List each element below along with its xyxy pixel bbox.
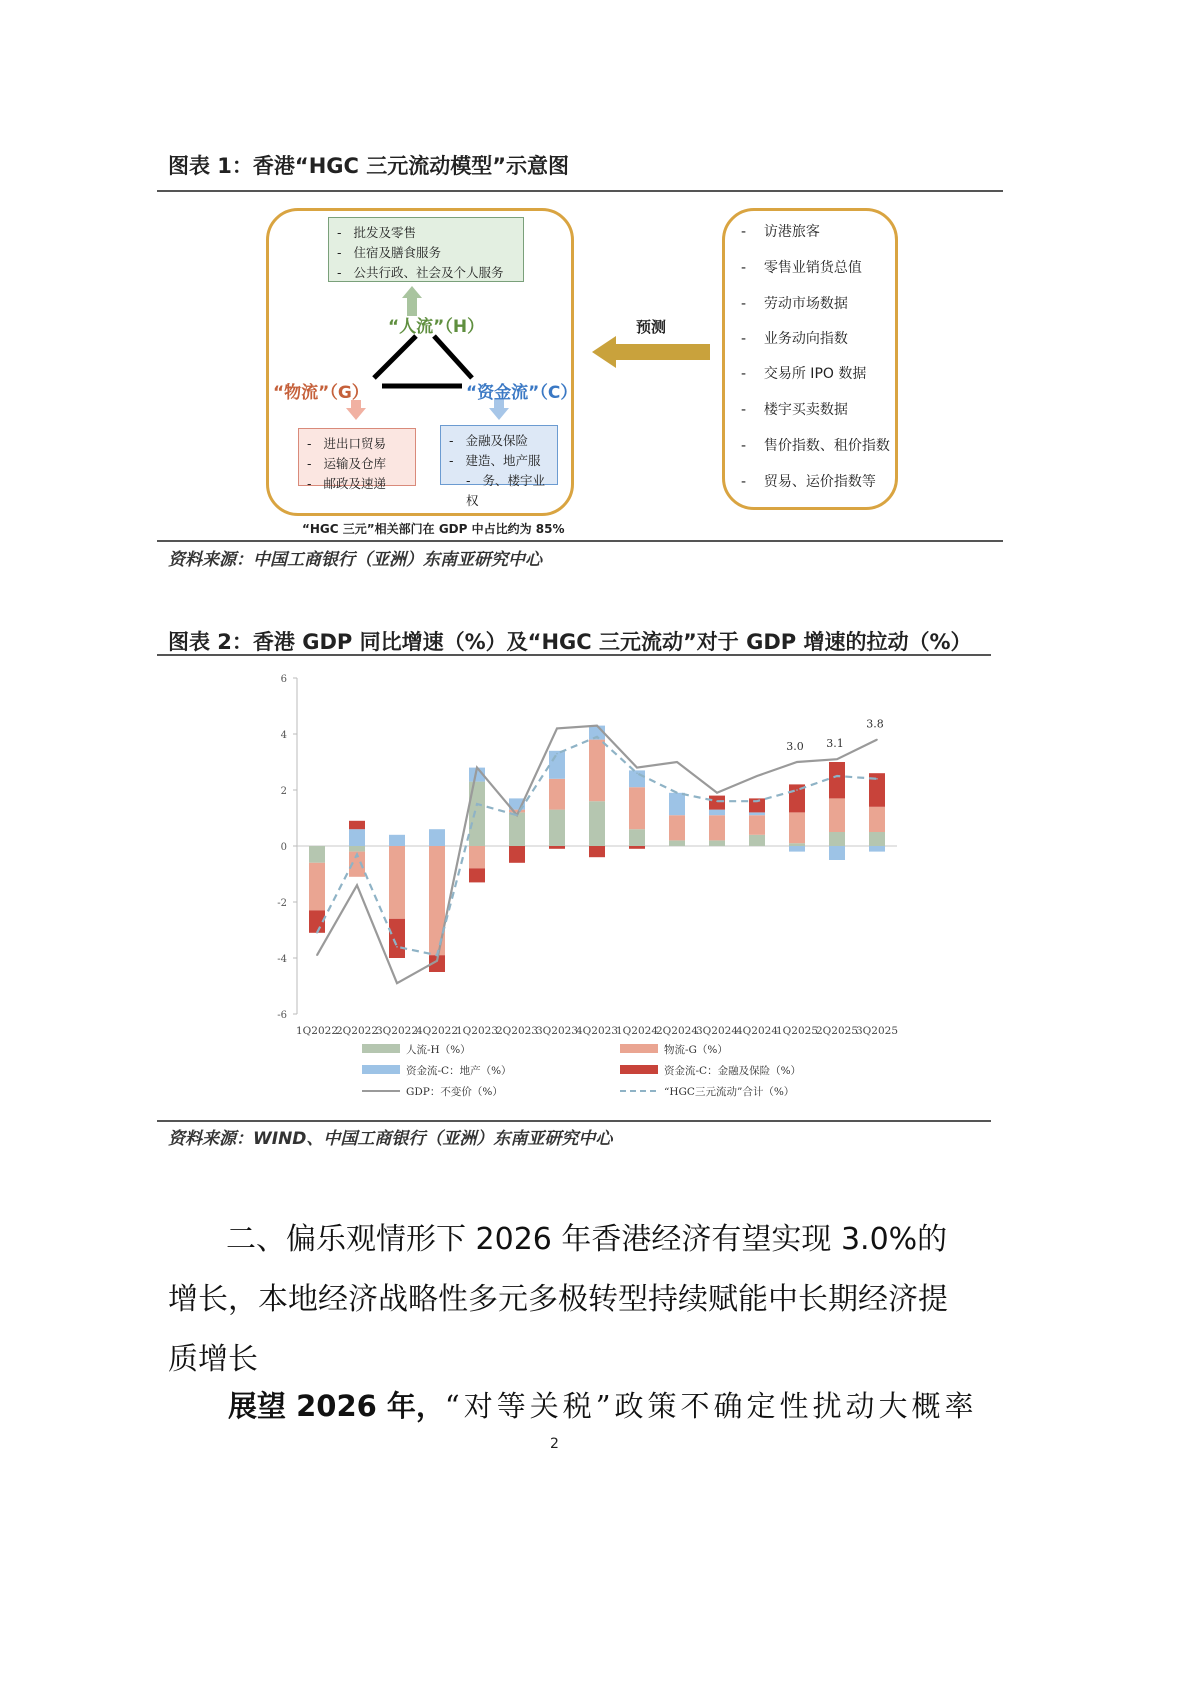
bar-segment [669, 815, 685, 840]
legend-label: “HGC三元流动”合计（%） [664, 1086, 795, 1098]
x-tick-label: 3Q2024 [695, 1025, 739, 1037]
bar-segment [829, 798, 845, 832]
line-point [476, 803, 478, 805]
g-sector-item: - 进出口贸易 [307, 434, 407, 454]
x-tick-label: 3Q2023 [535, 1025, 579, 1037]
line-point [716, 800, 718, 802]
bar-segment [629, 846, 645, 849]
gdp-share-note: “HGC 三元”相关部门在 GDP 中占比约为 85% [302, 522, 565, 536]
arrow-down-icon [346, 400, 366, 420]
paragraph-text: “对等关税”政策不确定性扰动大概率 [444, 1389, 978, 1423]
page-number: 2 [550, 1436, 559, 1452]
indicator-item: - 楼宇买卖数据 [741, 399, 848, 419]
c-sector-item: - 务、楼宇业权 [449, 471, 549, 511]
bar-segment [389, 846, 405, 919]
bar-segment [709, 796, 725, 810]
bar-segment [309, 863, 325, 911]
legend-label: 人流-H（%） [406, 1044, 471, 1056]
line-point [716, 792, 718, 794]
forecast-label: 预测 [636, 318, 667, 336]
bar-segment [869, 846, 885, 852]
legend-swatch [620, 1065, 658, 1074]
label-capital-flow: “资金流”（C） [466, 383, 578, 403]
y-tick-label: 6 [280, 674, 287, 685]
x-tick-label: 1Q2024 [615, 1025, 659, 1037]
line-point [876, 739, 878, 741]
triangle-edge [434, 336, 472, 378]
line-point [636, 772, 638, 774]
line-point [396, 982, 398, 984]
figure2-source: 资料来源：WIND、中国工商银行（亚洲）东南亚研究中心 [168, 1129, 613, 1149]
bar-segment [789, 812, 805, 843]
bar-segment [869, 832, 885, 846]
line-point [836, 775, 838, 777]
bar-segment [789, 846, 805, 852]
bar-segment [829, 846, 845, 860]
legend-label: 资金流-C：地产（%） [406, 1065, 512, 1077]
legend-label: GDP：不变价（%） [406, 1086, 503, 1098]
line-point [356, 854, 358, 856]
bar-segment [749, 815, 765, 835]
line-point [876, 778, 878, 780]
h-sector-item: - 公共行政、社会及个人服务 [337, 263, 515, 283]
indicator-list-box [722, 208, 898, 510]
line-point [516, 814, 518, 816]
legend-swatch [362, 1065, 400, 1074]
indicator-item: - 售价指数、租价指数 [741, 435, 890, 455]
bar-segment [389, 919, 405, 958]
bar-segment [549, 810, 565, 846]
line-point [316, 954, 318, 956]
x-tick-label: 4Q2024 [735, 1025, 779, 1037]
bar-segment [349, 846, 365, 852]
forecast-arrow-icon [590, 334, 714, 370]
bar-segment [629, 787, 645, 829]
indicator-item: - 访港旅客 [741, 221, 820, 241]
label-goods-flow: “物流”（G） [273, 383, 369, 403]
legend-label: 物流-G（%） [664, 1044, 728, 1056]
bar-segment [869, 807, 885, 832]
paragraph-lead: 展望 2026 年， [228, 1389, 445, 1423]
bar-segment [749, 812, 765, 815]
bar-segment [509, 846, 525, 863]
c-sector-box [440, 425, 558, 508]
line-point [836, 758, 838, 760]
data-label: 3.8 [866, 717, 884, 731]
figure2-bottom-rule [157, 1120, 991, 1122]
x-tick-label: 3Q2025 [855, 1025, 899, 1037]
legend-swatch [362, 1044, 400, 1053]
indicator-item: - 业务动向指数 [741, 328, 848, 348]
y-tick-label: -4 [277, 954, 287, 965]
bar-segment [829, 832, 845, 846]
line-point [596, 736, 598, 738]
bar-segment [709, 840, 725, 846]
g-sector-box [298, 428, 416, 491]
x-tick-label: 1Q2025 [775, 1025, 819, 1037]
bar-segment [709, 810, 725, 816]
x-tick-label: 1Q2022 [295, 1025, 339, 1037]
line-point [676, 792, 678, 794]
bar-segment [309, 846, 325, 863]
bar-segment [749, 835, 765, 846]
section-paragraph [228, 1384, 978, 1425]
y-tick-label: 0 [280, 842, 287, 853]
x-tick-label: 2Q2022 [335, 1025, 379, 1037]
bar-segment [429, 829, 445, 846]
g-sector-item: - 邮政及速递 [307, 474, 407, 494]
y-tick-label: 4 [280, 730, 287, 741]
line-point [796, 761, 798, 763]
legend-label: 资金流-C：金融及保险（%） [664, 1065, 802, 1077]
bar-segment [789, 843, 805, 846]
figure2-top-rule [157, 654, 991, 656]
line-point [676, 761, 678, 763]
line-point [636, 767, 638, 769]
g-sector-item: - 运输及仓库 [307, 454, 407, 474]
bar-segment [669, 793, 685, 815]
x-tick-label: 4Q2023 [575, 1025, 619, 1037]
bar-segment [549, 751, 565, 779]
line-point [796, 789, 798, 791]
label-people-flow: “人流”（H） [388, 317, 485, 337]
c-sector-item: - 金融及保险 [449, 431, 549, 451]
bar-segment [349, 829, 365, 846]
figure1-source: 资料来源：中国工商银行（亚洲）东南亚研究中心 [168, 550, 542, 570]
x-tick-label: 3Q2022 [375, 1025, 419, 1037]
h-sector-item: - 住宿及膳食服务 [337, 243, 515, 263]
bar-segment [549, 846, 565, 849]
y-tick-label: -6 [277, 1010, 287, 1021]
line-point [436, 960, 438, 962]
triangle-edge [374, 336, 416, 378]
bar-segment [709, 815, 725, 840]
bar-segment [589, 801, 605, 846]
line-point [756, 775, 758, 777]
h-sector-item: - 批发及零售 [337, 223, 515, 243]
bar-segment [469, 868, 485, 882]
bar-segment [629, 829, 645, 846]
x-tick-label: 2Q2023 [495, 1025, 539, 1037]
bar-segment [389, 835, 405, 846]
indicator-item: - 零售业销货总值 [741, 257, 862, 277]
c-sector-item: - 建造、地产服 [449, 451, 549, 471]
line-point [316, 932, 318, 934]
x-tick-label: 2Q2024 [655, 1025, 699, 1037]
line-point [476, 767, 478, 769]
data-label: 3.1 [826, 737, 844, 751]
bar-segment [509, 812, 525, 846]
bar-segment [669, 840, 685, 846]
line-point [556, 753, 558, 755]
line-point [436, 954, 438, 956]
x-tick-label: 2Q2025 [815, 1025, 859, 1037]
y-tick-label: -2 [277, 898, 287, 909]
indicator-item: - 交易所 IPO 数据 [741, 363, 866, 383]
gdp-contribution-chart [0, 660, 1200, 1120]
bar-segment [469, 846, 485, 868]
line-point [596, 725, 598, 727]
bar-segment [829, 762, 845, 798]
indicator-item: - 劳动市场数据 [741, 293, 848, 313]
bar-segment [589, 740, 605, 802]
indicator-item: - 贸易、运价指数等 [741, 471, 876, 491]
data-label: 3.0 [786, 740, 804, 753]
x-tick-label: 4Q2022 [415, 1025, 459, 1037]
figure1-title: 图表 1：香港“HGC 三元流动模型”示意图 [168, 154, 570, 178]
bar-segment [349, 821, 365, 829]
y-tick-label: 2 [280, 786, 287, 797]
legend-swatch [620, 1044, 658, 1053]
line-point [396, 946, 398, 948]
line-point [356, 884, 358, 886]
figure2-title: 图表 2：香港 GDP 同比增速（%）及“HGC 三元流动”对于 GDP 增速的拉动（%） [168, 630, 972, 654]
x-tick-label: 1Q2023 [455, 1025, 499, 1037]
bar-segment [549, 779, 565, 810]
figure1-top-rule [157, 190, 1003, 192]
section-heading: 二、偏乐观情形下 2026 年香港经济有望实现 3.0%的增长，本地经济战略性多元多极转型持续赋能中长期经济提质增长 [168, 1222, 948, 1377]
bar-segment [589, 846, 605, 857]
line-point [756, 800, 758, 802]
figure1-bottom-rule [157, 540, 1003, 542]
line-point [556, 728, 558, 730]
